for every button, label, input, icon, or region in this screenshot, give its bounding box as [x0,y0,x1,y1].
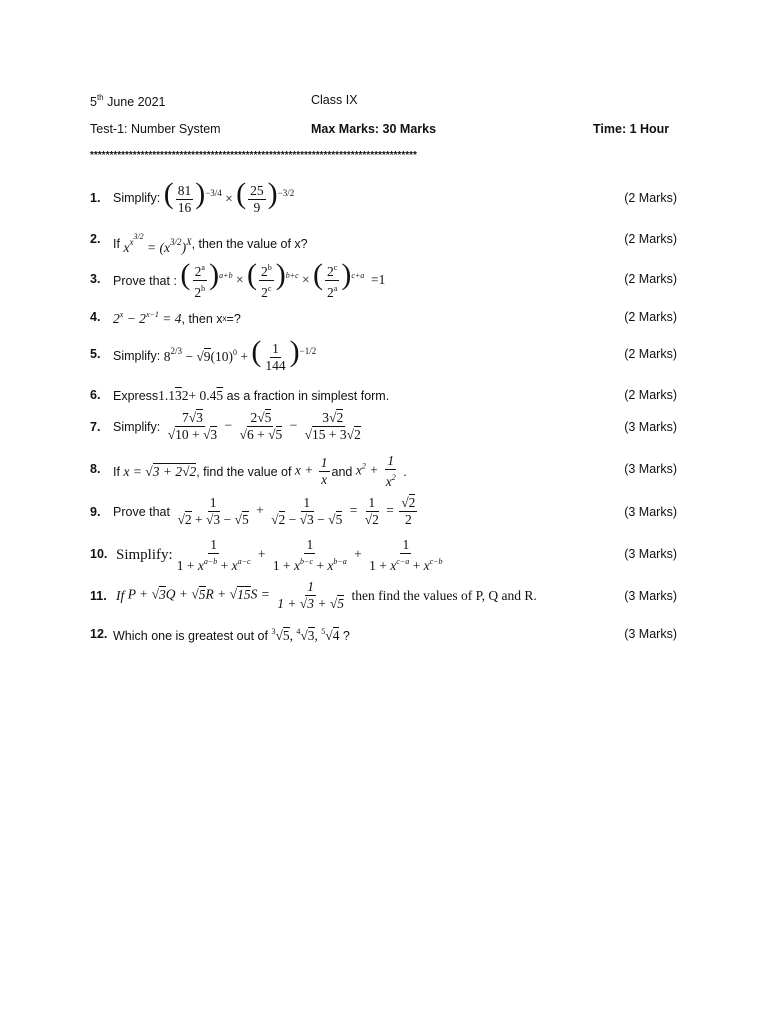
question-body: Prove that : ( $\frac{2^a}{2^b}$ )$^{a+b}$ × ( $\frac{2^b}{2^c}$ )$^{b+c}$ × ( $\frac{2^c}{2^a}$ )$^{c+a}$ =1 [113,258,386,301]
math-expression: ( $\frac{2^a}{2^b}$ )$^{a+b}$ × ( $\frac{2^b}{2^c}$ )$^{b+c}$ × ( $\frac{2^c}{2^a}$ )$^{c+a}$ =1 [180,258,386,301]
question-body: Simplify: ( $\frac{81}{16}$ )$^{-3/4}$ × ( $\frac{25}{9}$ )$^{-3/2}$ [113,177,295,216]
question-number: 9. [90,505,101,519]
question-number: 3. [90,272,101,286]
marks-label: (2 Marks) [624,347,677,361]
question-body: If x = √3 + 2√2 , find the value of x + $\frac{1}{x}$ and $x^2$ + $\frac{1}{x^2}$ . [113,453,407,489]
question-body: $2^x - 2^{x-1} = 4$ , then x x =? [113,310,241,326]
question-number: 4. [90,310,101,324]
separator-line: ************************************************************************************ [90,150,417,161]
math-expression: $\frac{1}{1 + x^{a-b} + x^{a-c}}$ + $\frac{1}{1 + x^{b-c} + x^{b-a}}$ + $\frac{1}{1 + x^{c-a} + x^{c-b}}$ [176,537,443,573]
question-number: 1. [90,191,101,205]
question-body: Simplify: $\frac{1}{1 + x^{a-b} + x^{a-c}}$ + $\frac{1}{1 + x^{b-c} + x^{b-a}}$ + $\frac{1}{1 + x^{c-a} + x^{c-b}}$ [116,537,447,574]
marks-label: (3 Marks) [624,505,677,519]
marks-label: (3 Marks) [624,627,677,641]
math-expression: $^3$√5, $^4$√3, $^5$√4 [271,627,340,643]
marks-label: (2 Marks) [624,272,677,286]
question-4 [90,310,680,330]
max-marks: Max Marks: 30 Marks [311,122,437,136]
marks-label: (2 Marks) [624,191,677,205]
question-number: 10. [90,547,108,561]
class-label: Class IX [311,93,358,107]
exam-date: 5th June 2021 [90,93,166,109]
question-number: 2. [90,232,101,246]
question-body: Which one is greatest out of $^3$√5, $^4$√3, $^5$√4 ? [113,627,350,643]
question-9 [90,495,680,527]
marks-label: (3 Marks) [624,547,677,561]
marks-label: (3 Marks) [624,462,677,476]
math-expression: P + √3Q + √5R + √15S = $\frac{1}{1 + √3 + √5}$ [127,579,344,611]
marks-label: (3 Marks) [624,589,677,603]
question-body: Simplify: $8^{2/3} - √9(10)^0$ + ( $\frac{1}{144}$ )$^{-1/2}$ [113,335,317,374]
question-11 [90,579,680,611]
question-body: Prove that $\frac{1}{√2 + √3 - √5}$ + $\frac{1}{√2 - √3 - √5}$ = $\frac{1}{√2}$ = $\frac{√2}{2}$ [113,495,419,528]
question-body: Simplify: $\frac{7√3}{√10 + √3}$ − $\frac{2√5}{√6 + √5}$ − $\frac{3√2}{√15 + 3√2}$ [113,410,365,443]
math-expression: 1.132+ 0.45 [158,388,224,403]
math-expression: x = √3 + 2√2 [123,463,197,479]
marks-label: (3 Marks) [624,420,677,434]
question-number: 8. [90,462,101,476]
question-number: 5. [90,347,101,361]
marks-label: (2 Marks) [624,232,677,246]
test-title: Test-1: Number System [90,122,221,136]
question-10 [90,537,680,573]
math-expression: $8^{2/3} - √9(10)^0$ + ( $\frac{1}{144}$ )$^{-1/2}$ [163,335,317,374]
math-expression: $\frac{7√3}{√10 + √3}$ − $\frac{2√5}{√6 + √5}$ − $\frac{3√2}{√15 + 3√2}$ [167,410,361,442]
question-body: If $x^{x^{3/2}} = (x^{3/2})^X$ , then the value of x? [113,232,308,255]
question-1 [90,177,680,216]
marks-label: (2 Marks) [624,388,677,402]
question-5 [90,335,680,374]
question-number: 6. [90,388,101,402]
question-number: 12. [90,627,108,641]
math-expression: $2^x - 2^{x-1} = 4$ [113,310,182,326]
question-number: 7. [90,420,101,434]
math-expression: ( $\frac{81}{16}$ )$^{-3/4}$ × ( $\frac{25}{9}$ )$^{-3/2}$ [163,177,295,216]
question-3 [90,258,680,301]
question-body: If P + √3Q + √5R + √15S = $\frac{1}{1 + √3 + √5}$ then find the values of P, Q and R. [116,579,537,611]
math-expression: $\frac{1}{√2 + √3 - √5}$ + $\frac{1}{√2 - √3 - √5}$ = $\frac{1}{√2}$ = $\frac{√2}{2}$ [177,495,416,527]
question-6 [90,388,680,408]
question-number: 11. [90,589,107,603]
question-8 [90,453,680,489]
question-12 [90,627,680,647]
math-expression: $x^{x^{3/2}} = (x^{3/2})^X$ [123,232,192,255]
question-7 [90,410,680,442]
question-2 [90,232,680,255]
question-body: Express 1.132+ 0.45 as a fraction in simplest form. [113,388,390,403]
time-limit: Time: 1 Hour [593,122,670,136]
marks-label: (2 Marks) [624,310,677,324]
